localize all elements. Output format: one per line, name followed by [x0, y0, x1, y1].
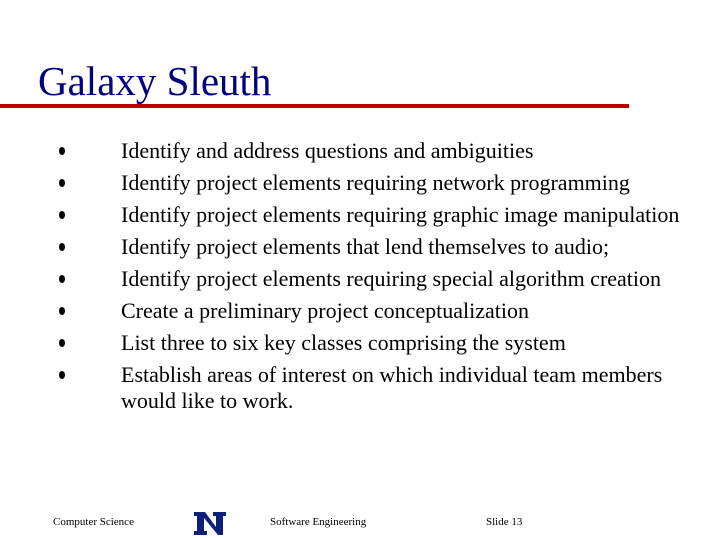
bullet-item: [0, 234, 691, 260]
bullet-list: [0, 138, 717, 420]
bullet-item: [0, 202, 691, 228]
bullet-item: [0, 330, 691, 356]
slide-title: Galaxy Sleuth: [38, 58, 272, 104]
bullet-item: [0, 138, 691, 164]
title-underline: [0, 104, 629, 108]
bullet-dot-icon: [59, 243, 65, 251]
footer-department: Computer Science: [53, 516, 134, 528]
bullet-text: Identify and address questions and ambiguities: [121, 138, 534, 163]
bullet-dot-icon: [59, 339, 65, 347]
bullet-text: Identify project elements requiring special algorithm creation: [121, 266, 662, 291]
bullet-text: Identify project elements that lend themselves to audio;: [121, 234, 610, 259]
bullet-dot-icon: [59, 211, 65, 219]
bullet-text: Create a preliminary project conceptualization: [121, 298, 530, 323]
bullet-item: [0, 298, 691, 324]
bullet-text: List three to six key classes comprising the system: [121, 330, 566, 355]
bullet-dot-icon: [59, 147, 65, 155]
bullet-text: Identify project elements requiring graphic image manipulation: [121, 202, 680, 227]
bullet-item: [0, 170, 691, 196]
bullet-text: Establish areas of interest on which individual team members would like to work.: [121, 362, 663, 413]
footer-slide-number: Slide 13: [486, 516, 523, 528]
footer-course: Software Engineering: [270, 516, 367, 528]
bullet-text: Identify project elements requiring network programming: [121, 170, 630, 195]
bullet-dot-icon: [59, 371, 65, 379]
bullet-dot-icon: [59, 275, 65, 283]
bullet-item: [0, 362, 691, 413]
bullet-dot-icon: [59, 307, 65, 315]
bullet-item: [0, 266, 691, 292]
nebraska-n-logo-icon: [192, 510, 228, 537]
bullet-dot-icon: [59, 179, 65, 187]
